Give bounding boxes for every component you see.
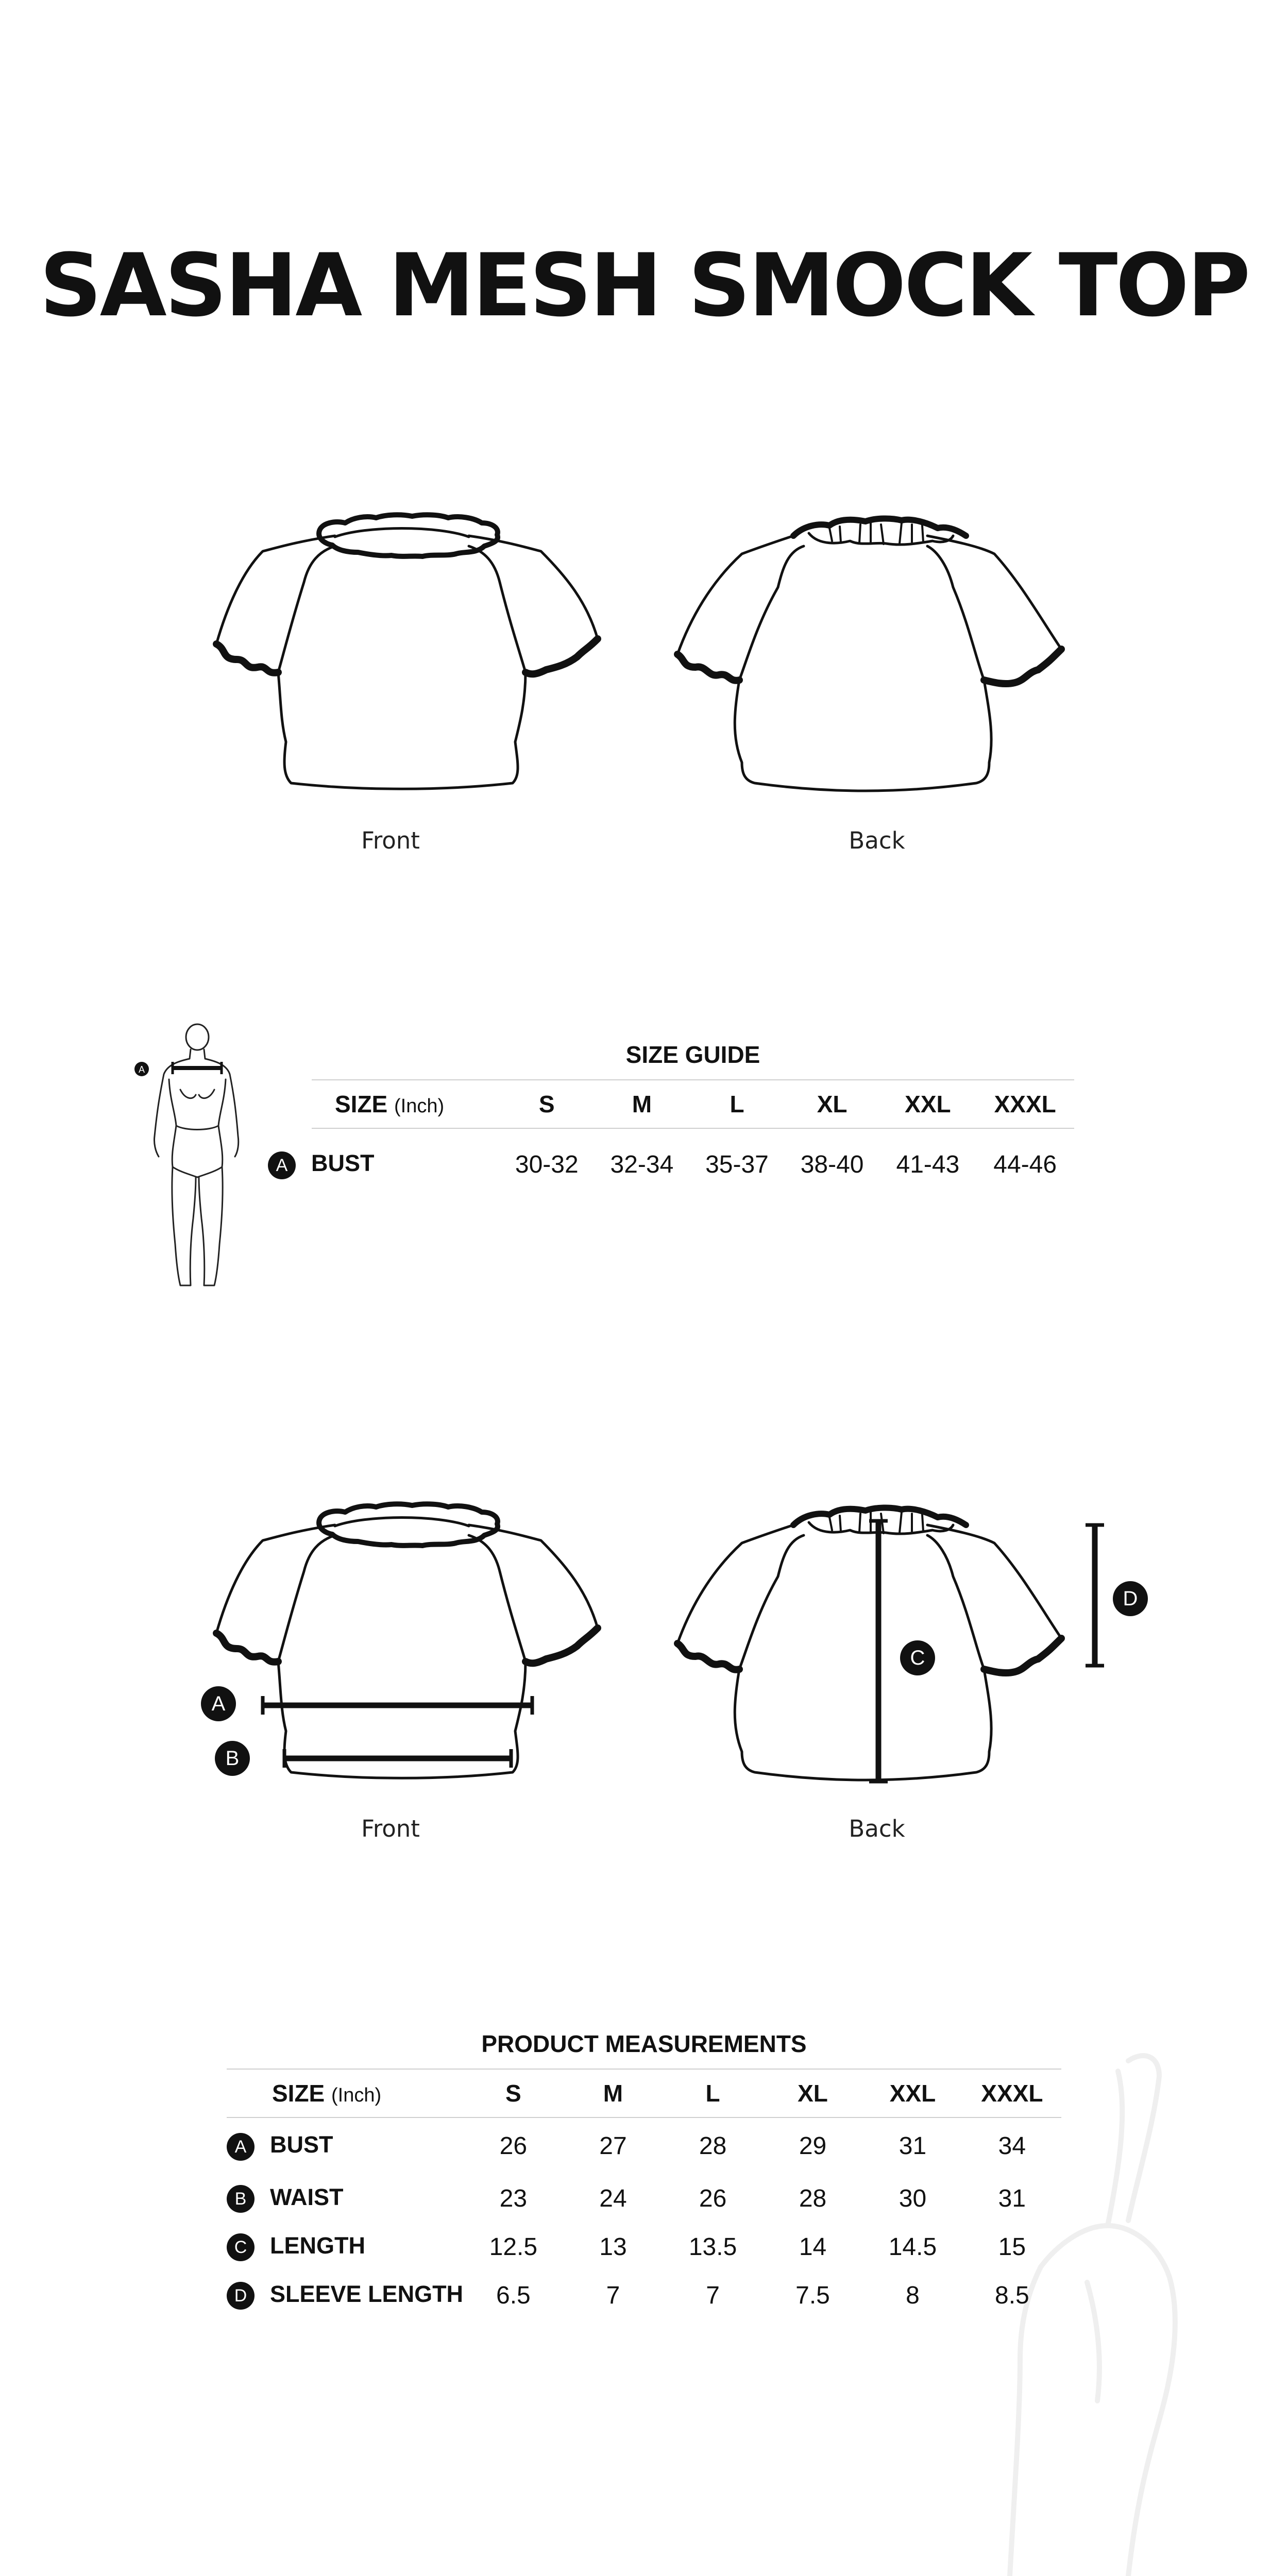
back-view-label: Back [849,827,905,854]
table-cell: 7 [706,2281,720,2309]
table-cell: 27 [599,2132,627,2160]
table-cell: 15 [998,2233,1026,2261]
marker-badge: C [227,2233,255,2261]
table-cell: 6.5 [496,2281,531,2309]
table-cell: 26 [499,2132,528,2160]
size-guide-header-row [312,1080,1074,1128]
table-row [227,2223,1061,2271]
table-cell: 38-40 [800,1151,864,1178]
row-label: A BUST [268,1128,455,1200]
table-cell: 14.5 [888,2233,937,2261]
size-col-header: S [463,2069,564,2117]
unit-label: (Inch) [394,1095,445,1117]
size-col-header: L [689,1080,785,1128]
table-cell: 12.5 [489,2233,538,2261]
page-title: SASHA MESH SMOCK TOP [39,235,1249,336]
front-garment-illustration [196,495,659,814]
table-cell: 7 [606,2281,620,2309]
row-label: D SLEEVE LENGTH [227,2271,463,2319]
product-measurements-header-row [227,2069,1061,2117]
table-cell: 8 [906,2281,920,2309]
marker-badge: B [227,2185,255,2213]
table-cell: 30 [899,2184,927,2212]
table-cell: 24 [599,2184,627,2212]
table-cell: 13.5 [688,2233,737,2261]
product-measurements-table [227,2069,1061,2319]
size-header: SIZE (Inch) [227,2069,463,2117]
size-col-header: M [564,2069,663,2117]
row-label: B WAIST [227,2174,463,2223]
size-header: SIZE (Inch) [312,1080,499,1128]
size-guide-title: SIZE GUIDE [625,1041,760,1068]
figure-marker-a: A [138,1064,145,1075]
size-col-header: XXXL [963,2069,1061,2117]
size-col-header: XL [763,2069,862,2117]
unit-label: (Inch) [331,2084,382,2106]
marker-badge: A [268,1151,296,1179]
table-cell: 30-32 [515,1151,579,1178]
table-cell: 29 [799,2132,827,2160]
row-label: A BUST [227,2117,463,2174]
back-view-label: Back [849,1815,905,1842]
row-label: C LENGTH [227,2223,463,2271]
table-cell: 23 [499,2184,528,2212]
table-cell: 28 [699,2132,727,2160]
size-col-header: M [595,1080,690,1128]
marker-b: B [215,1741,250,1776]
size-col-header: XL [785,1080,880,1128]
table-cell: 13 [599,2233,627,2261]
table-cell: 26 [699,2184,727,2212]
back-measurement-illustration [654,1484,1118,1803]
table-cell: 31 [899,2132,927,2160]
size-guide-table [276,1079,1074,1200]
table-cell: 32-34 [610,1151,674,1178]
table-cell: 28 [799,2184,827,2212]
table-row [312,1128,1074,1200]
size-col-header: L [663,2069,763,2117]
marker-d: D [1113,1581,1148,1616]
front-view-label: Front [361,827,420,854]
table-cell: 35-37 [705,1151,769,1178]
size-col-header: S [499,1080,595,1128]
table-cell: 8.5 [995,2281,1029,2309]
marker-badge: A [227,2133,255,2161]
table-cell: 7.5 [795,2281,830,2309]
table-cell: 44-46 [993,1151,1057,1178]
body-figure-illustration [129,1023,263,1291]
size-col-header: XXXL [976,1080,1074,1128]
product-measurements-title: PRODUCT MEASUREMENTS [481,2030,807,2057]
size-col-header: XXL [879,1080,976,1128]
marker-c: C [900,1640,935,1675]
table-row [227,2271,1061,2319]
front-measurement-illustration [196,1484,659,1803]
table-cell: 41-43 [896,1151,960,1178]
table-row [227,2174,1061,2223]
back-garment-illustration [654,495,1118,814]
size-col-header: XXL [862,2069,963,2117]
front-view-label: Front [361,1815,420,1842]
table-cell: 31 [998,2184,1026,2212]
table-cell: 14 [799,2233,827,2261]
marker-badge: D [227,2282,255,2310]
table-row [227,2117,1061,2174]
table-cell: 34 [998,2132,1026,2160]
marker-a: A [201,1686,236,1721]
